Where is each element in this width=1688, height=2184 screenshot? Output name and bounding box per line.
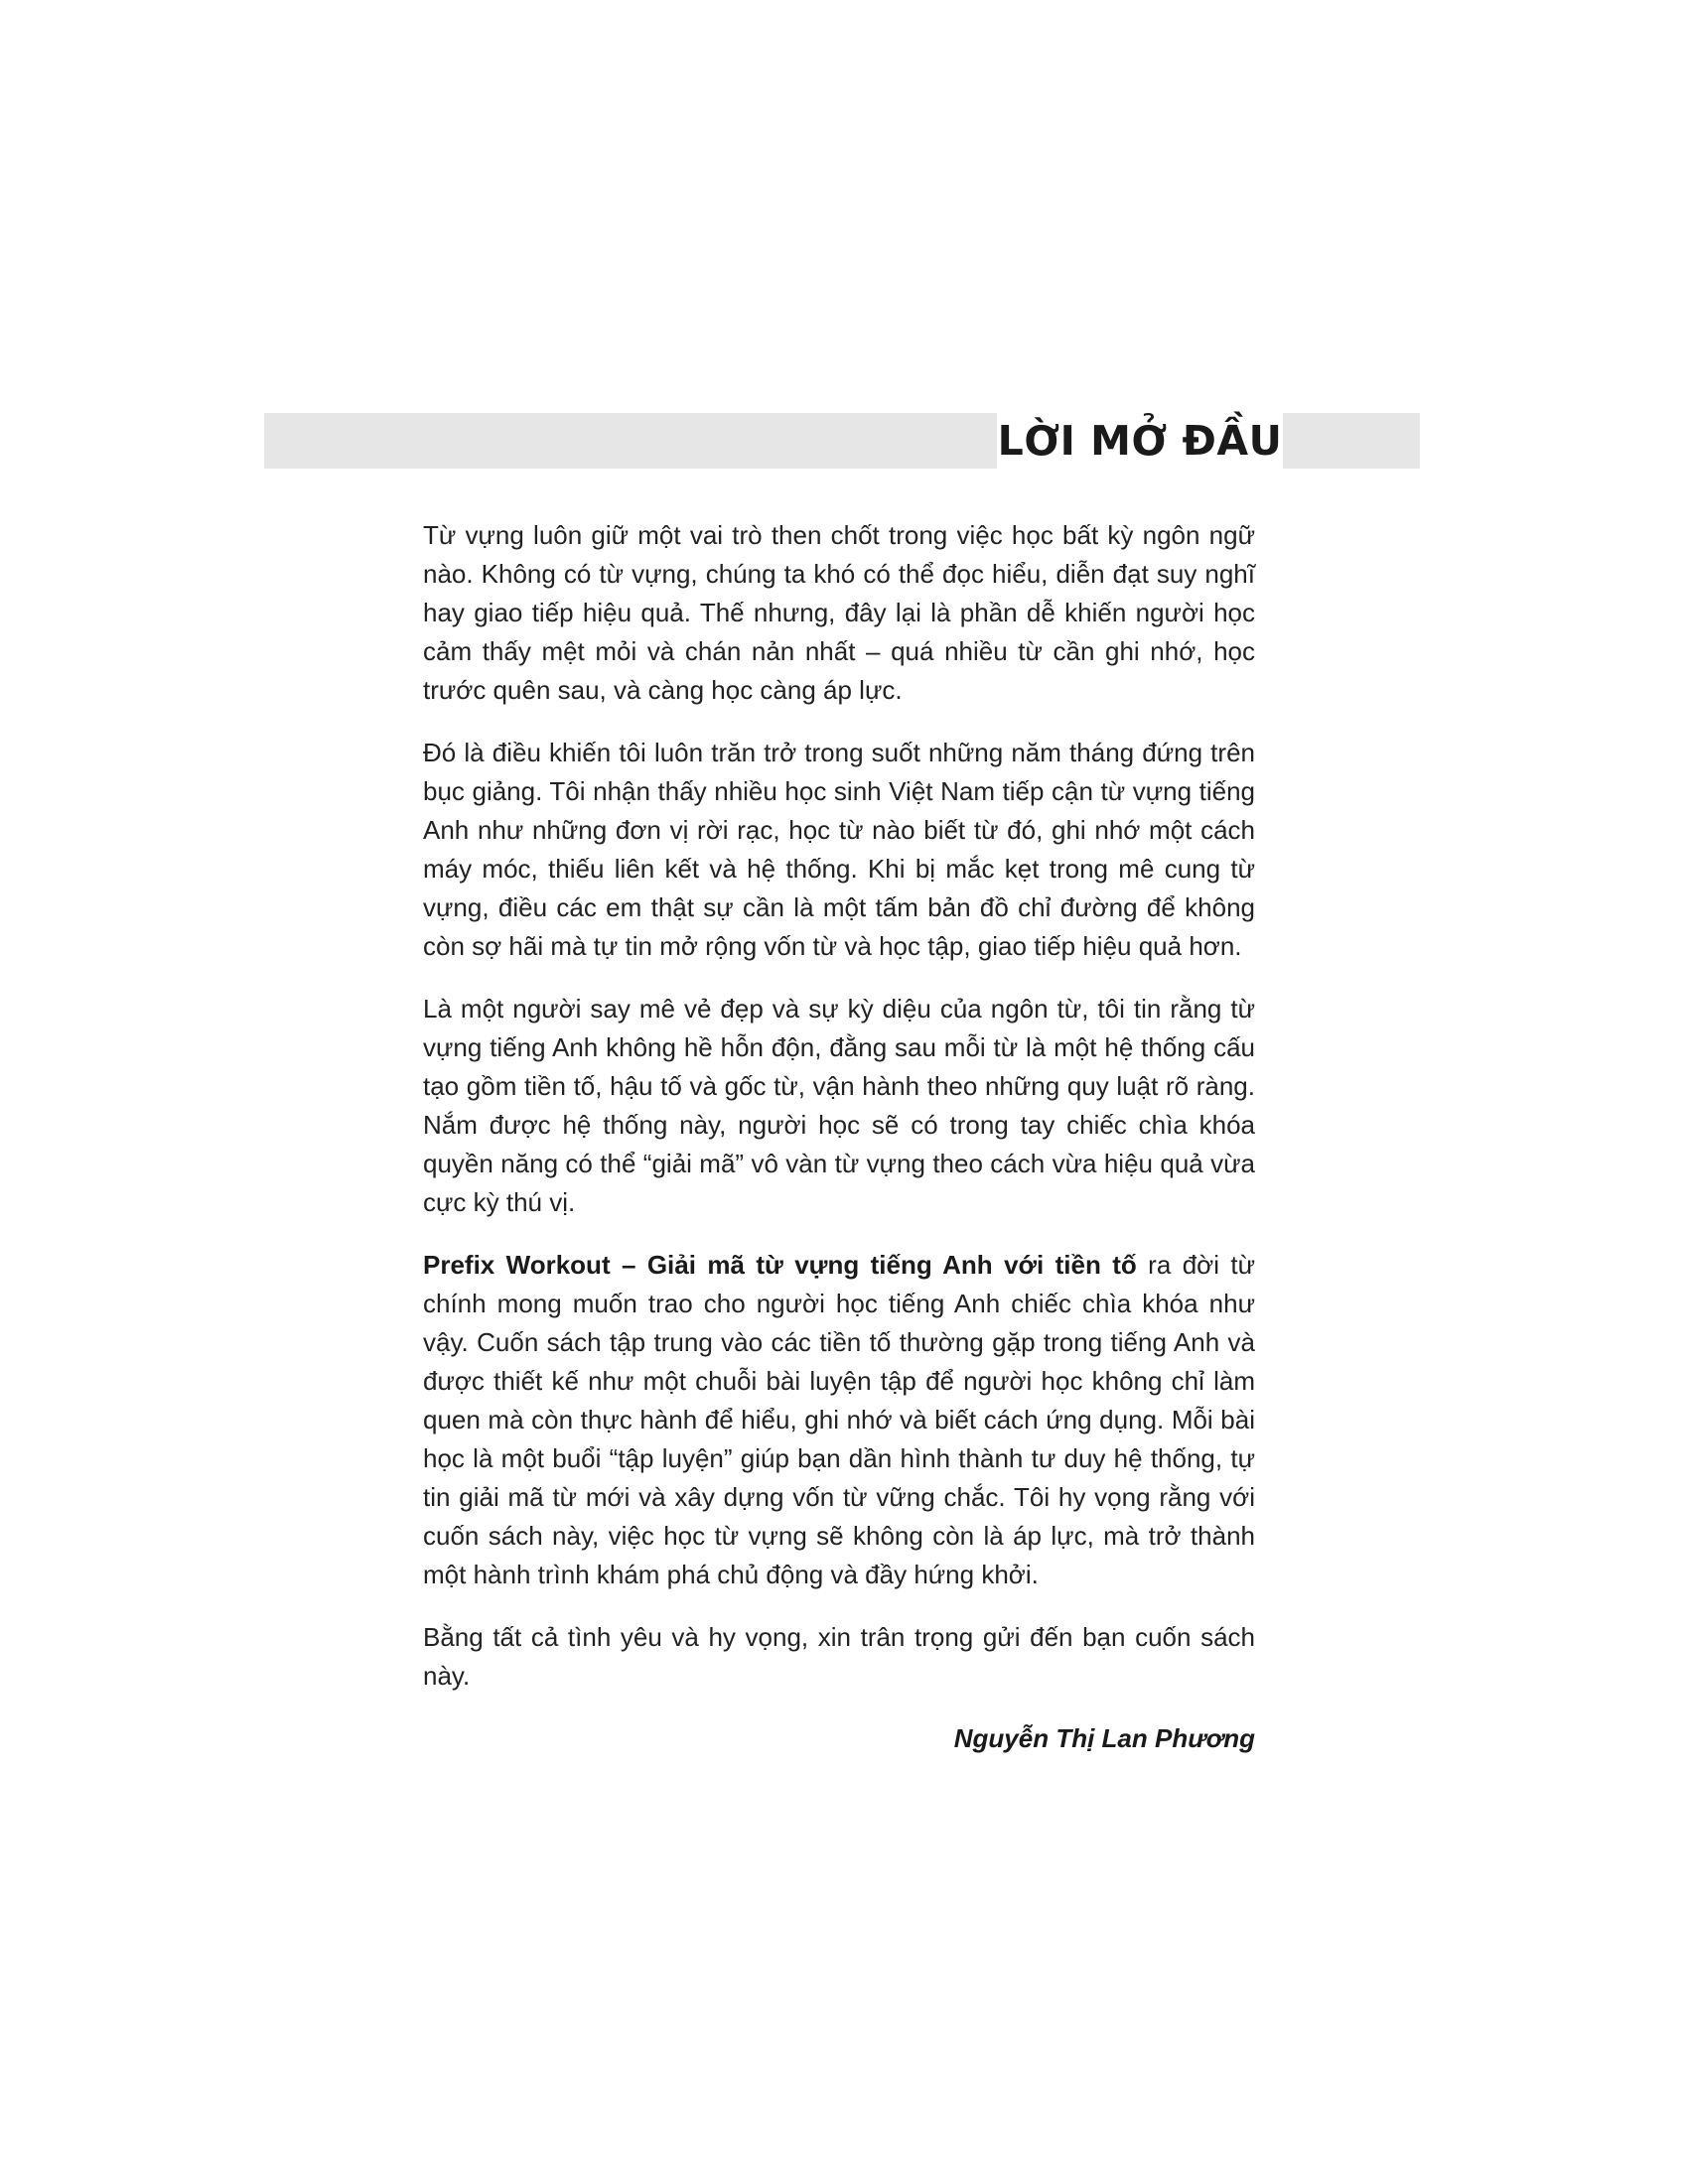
author-signature: Nguyễn Thị Lan Phương xyxy=(953,1723,1255,1753)
book-title: Prefix Workout – Giải mã từ vựng tiếng Anh với tiền tố xyxy=(423,1250,1137,1280)
paragraph-4-text: ra đời từ chính mong muốn trao cho người học tiếng Anh chiếc chìa khóa như vậy. Cuốn sách tập trung vào các tiền tố thường gặp trong tiếng Anh và được thiết kế như một chuỗi bài luyện tập để người học không chỉ làm quen mà còn thực hành để hiểu, ghi nhớ và biết cách ứng dụng. Mỗi bài học là một buổi “tập luyện” giúp bạn dần hình thành tư duy hệ thống, tự tin giải mã từ mới và xây dựng vốn từ vững chắc. Tôi hy vọng rằng với cuốn sách này, việc học từ vựng sẽ không còn là áp lực, mà trở thành một hành trình khám phá chủ động và đầy hứng khởi. xyxy=(423,1250,1255,1589)
heading-bar-left xyxy=(264,413,997,469)
paragraph-5: Bằng tất cả tình yêu và hy vọng, xin trân trọng gửi đến bạn cuốn sách này. xyxy=(423,1622,1255,1691)
preface-body xyxy=(423,516,1255,1758)
heading-bar-right xyxy=(1283,413,1420,469)
paragraph-1: Từ vựng luôn giữ một vai trò then chốt trong việc học bất kỳ ngôn ngữ nào. Không có từ vựng, chúng ta khó có thể đọc hiểu, diễn đạt suy nghĩ hay giao tiếp hiệu quả. Thế nhưng, đây lại là phần dễ khiến người học cảm thấy mệt mỏi và chán nản nhất – quá nhiều từ cần ghi nhớ, học trước quên sau, và càng học càng áp lực. xyxy=(423,520,1255,705)
paragraph-4 xyxy=(423,1246,1255,1594)
paragraph-2: Đó là điều khiến tôi luôn trăn trở trong suốt những năm tháng đứng trên bục giảng. Tôi nhận thấy nhiều học sinh Việt Nam tiếp cận từ vựng tiếng Anh như những đơn vị rời rạc, học từ nào biết từ đó, ghi nhớ một cách máy móc, thiếu liên kết và hệ thống. Khi bị mắc kẹt trong mê cung từ vựng, điều các em thật sự cần là một tấm bản đồ chỉ đường để không còn sợ hãi mà tự tin mở rộng vốn từ và học tập, giao tiếp hiệu quả hơn. xyxy=(423,738,1255,961)
paragraph-3: Là một người say mê vẻ đẹp và sự kỳ diệu của ngôn từ, tôi tin rằng từ vựng tiếng Anh không hề hỗn độn, đằng sau mỗi từ là một hệ thống cấu tạo gồm tiền tố, hậu tố và gốc từ, vận hành theo những quy luật rõ ràng. Nắm được hệ thống này, người học sẽ có trong tay chiếc chìa khóa quyền năng có thể “giải mã” vô vàn từ vựng theo cách vừa hiệu quả vừa cực kỳ thú vị. xyxy=(423,994,1255,1217)
page-title: LỜI MỞ ĐẦU xyxy=(997,417,1283,465)
